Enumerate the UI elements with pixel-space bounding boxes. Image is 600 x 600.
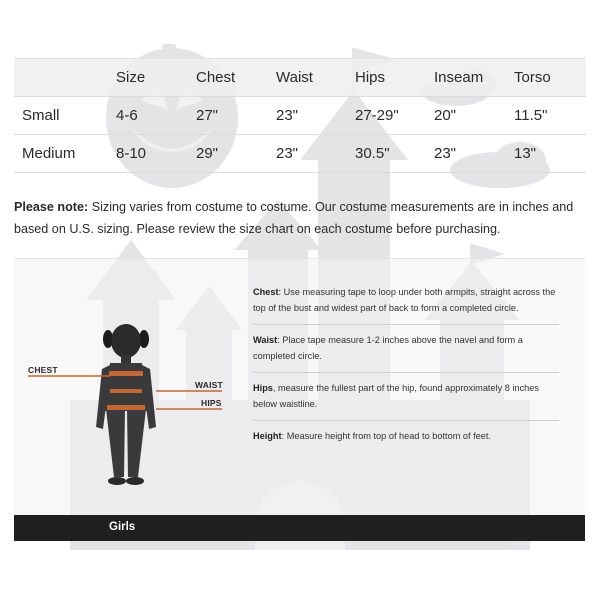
hips-tape-band [107, 405, 145, 410]
table-header-cell: Hips [355, 69, 386, 86]
table-cell: 23" [434, 145, 457, 162]
instruction-hips [253, 381, 559, 421]
instruction-term: Waist [253, 335, 278, 345]
table-cell: 11.5" [514, 107, 548, 124]
instruction-height [253, 429, 559, 453]
table-cell: 27" [196, 107, 219, 124]
table-cell: 27-29" [355, 107, 399, 124]
instruction-waist [253, 333, 559, 373]
category-label: Girls [109, 521, 136, 533]
table-header-cell: Torso [514, 69, 551, 86]
table-cell: 4-6 [116, 107, 138, 124]
table-cell: 23" [276, 145, 299, 162]
measurement-instructions [253, 285, 559, 461]
table-cell: 23" [276, 107, 299, 124]
instruction-text: : Measure height from top of head to bottom of feet. [281, 431, 491, 441]
instruction-term: Height [253, 431, 282, 441]
table-header-cell: Size [116, 69, 146, 86]
table-cell: 29" [196, 145, 219, 162]
size-table [14, 58, 586, 173]
chest-label: CHEST [28, 365, 58, 375]
table-header-cell: Inseam [434, 69, 484, 86]
table-cell: 20" [434, 107, 457, 124]
table-cell: Small [22, 107, 60, 124]
table-header-row [14, 59, 586, 97]
waist-tape-band [110, 389, 142, 393]
note-label: Please note: [14, 200, 89, 214]
measurement-guide [14, 258, 585, 541]
table-row [14, 135, 586, 173]
instruction-term: Chest [253, 287, 279, 297]
note-text: Sizing varies from costume to costume. Our costume measurements are in inches and based on U.S. sizing. Please review the size chart on each costume before purchasing. [14, 200, 574, 236]
sizing-note [14, 196, 586, 240]
chest-tape-band [109, 371, 143, 376]
table-row [14, 97, 586, 135]
instruction-text: , measure the fullest part of the hip, found approximately 8 inches below waistline. [253, 383, 540, 409]
table-cell: 13" [514, 145, 537, 162]
table-cell: 8-10 [116, 145, 147, 162]
table-header-cell: Waist [276, 69, 313, 86]
instruction-text: : Use measuring tape to loop under both armpits, straight across the top of the bust and widest part of back to form a completed circle. [253, 287, 556, 313]
table-header-cell: Chest [196, 69, 236, 86]
hips-label: HIPS [201, 398, 222, 408]
instruction-text: : Place tape measure 1-2 inches above the navel and form a completed circle. [253, 335, 523, 361]
instruction-term: Hips [253, 383, 273, 393]
table-cell: 30.5" [355, 145, 390, 162]
table-header-cell [14, 59, 116, 97]
instruction-chest [253, 285, 559, 325]
waist-label: WAIST [195, 380, 223, 390]
table-cell: Medium [22, 145, 76, 162]
category-footer-bar [14, 515, 585, 541]
